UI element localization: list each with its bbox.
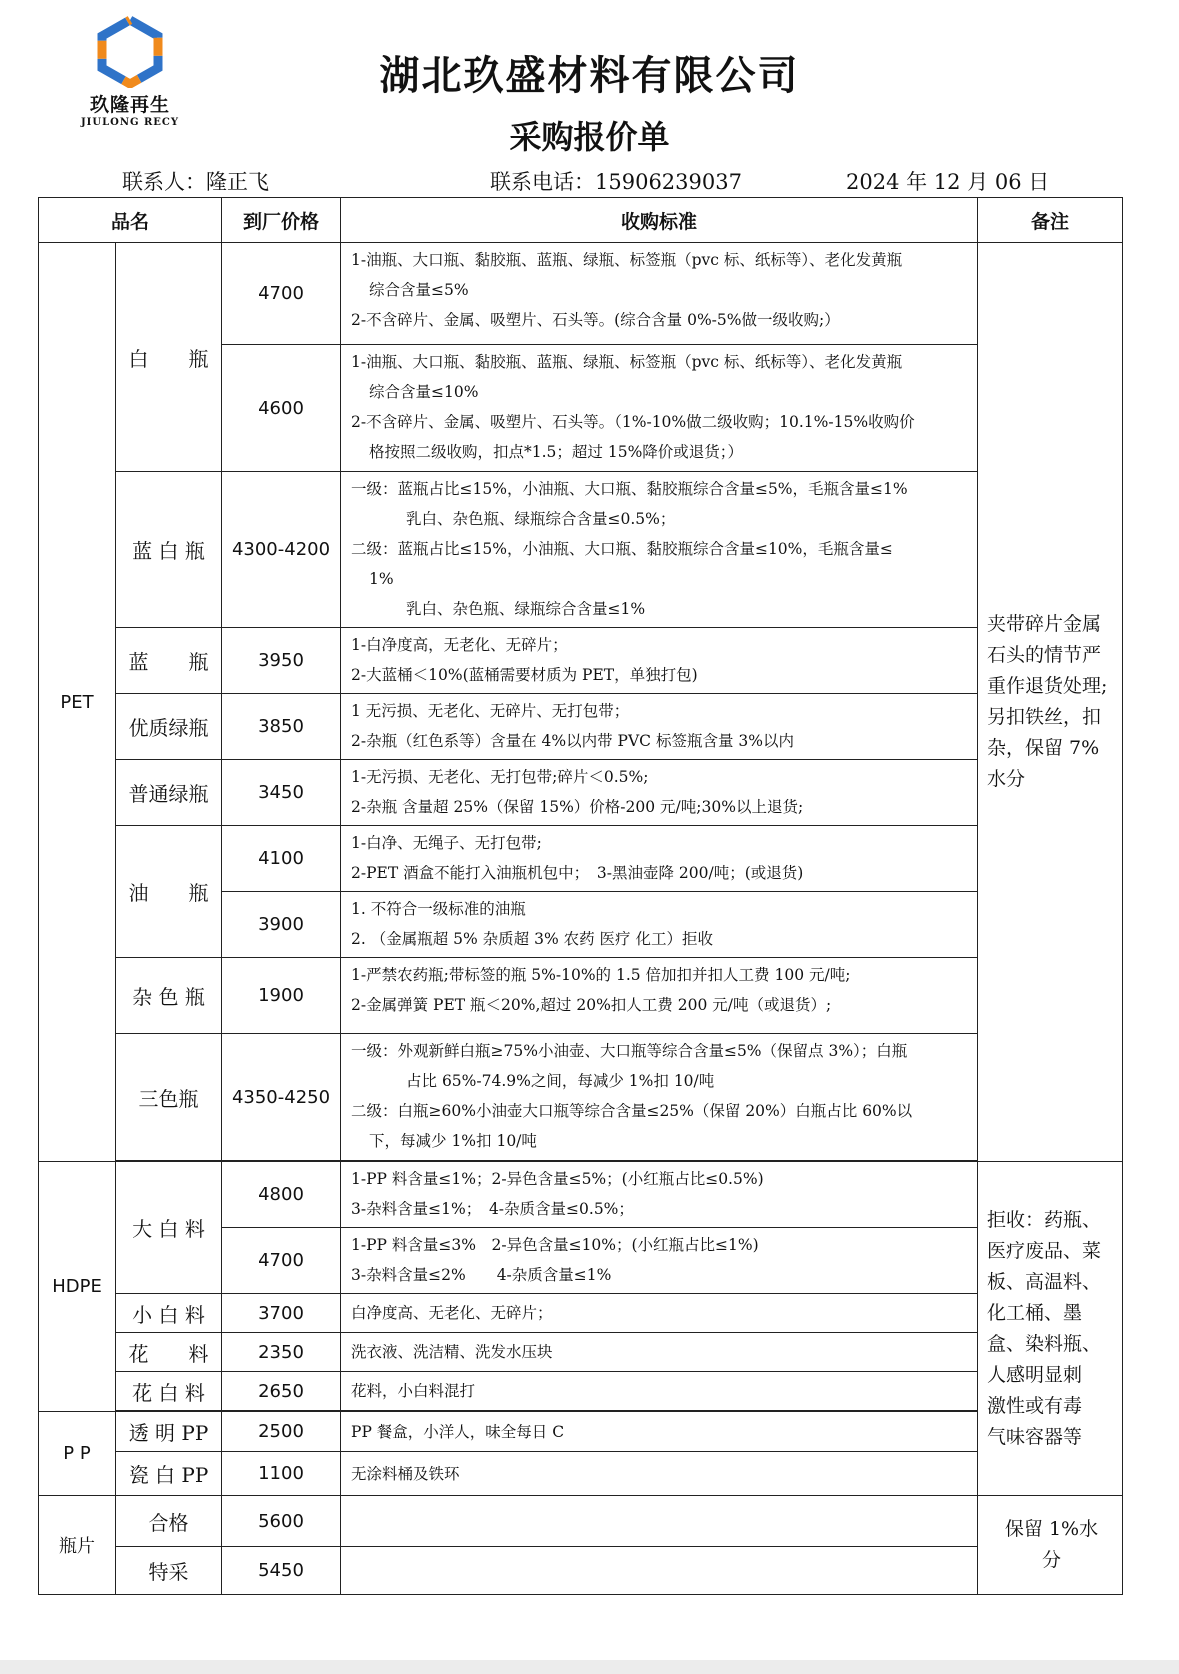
table-row xyxy=(39,760,1123,826)
standard-line: 洗衣液、洗洁精、洗发水压块 xyxy=(351,1343,553,1361)
standard-line: 白净度高、无老化、无碎片； xyxy=(351,1304,553,1322)
product-name: 大 白 料 xyxy=(116,1162,222,1294)
price-cell: 3700 xyxy=(222,1294,341,1333)
standard-cell xyxy=(341,1547,978,1595)
table-row xyxy=(39,1162,1123,1228)
standard-line: 格按照二级收购，扣点*1.5；超过 15%降价或退货；） xyxy=(369,443,744,461)
price-cell: 3850 xyxy=(222,694,341,760)
standard-cell xyxy=(341,1333,978,1372)
category-hdpe: HDPE xyxy=(39,1162,116,1412)
price-cell: 2500 xyxy=(222,1412,341,1452)
standard-cell xyxy=(341,243,978,345)
product-name: 瓷 白 PP xyxy=(116,1452,222,1496)
product-name: 普通绿瓶 xyxy=(116,760,222,826)
price-table xyxy=(38,197,1123,1595)
category-pet: PET xyxy=(39,243,116,1162)
standard-cell xyxy=(341,628,978,694)
product-name: 小 白 料 xyxy=(116,1294,222,1333)
note-line: 石头的情节严 xyxy=(987,644,1102,666)
price-cell: 3900 xyxy=(222,892,341,958)
standard-line: 综合含量≤5% xyxy=(369,281,469,299)
standard-line: 二级：蓝瓶占比≤15%，小油瓶、大口瓶、黏胶瓶综合含量≤10%，毛瓶含量≤ xyxy=(351,540,893,558)
note-line: 人感明显刺 xyxy=(987,1363,1083,1386)
standard-line: 下，每减少 1%扣 10/吨 xyxy=(369,1132,537,1150)
price-cell: 4700 xyxy=(222,1228,341,1294)
note-line: 化工桶、墨 xyxy=(987,1301,1083,1324)
standard-line: 无涂料桶及铁环 xyxy=(351,1464,460,1483)
product-name: 杂 色 瓶 xyxy=(116,958,222,1034)
product-name: 特采 xyxy=(116,1547,222,1595)
standard-line: 2-不含碎片、金属、吸塑片、石头等。(综合含量 0%-5%做一级收购;） xyxy=(351,311,840,329)
standard-line: 2. （金属瓶超 5% 杂质超 3% 农药 医疗 化工）拒收 xyxy=(351,930,713,948)
price-cell: 5600 xyxy=(222,1496,341,1547)
standard-cell xyxy=(341,694,978,760)
note-hdpe-pp xyxy=(978,1162,1123,1496)
standard-cell xyxy=(341,1496,978,1547)
category-flakes: 瓶片 xyxy=(39,1496,116,1595)
note-line: 气味容器等 xyxy=(987,1425,1083,1448)
price-cell: 4300-4200 xyxy=(222,472,341,628)
standard-line: 1-白净、无绳子、无打包带; xyxy=(351,834,542,852)
product-name: 蓝 瓶 xyxy=(116,628,222,694)
standard-cell xyxy=(341,472,978,628)
column-header: 备注 xyxy=(978,198,1123,243)
product-name: 花 白 料 xyxy=(116,1372,222,1411)
table-row xyxy=(39,628,1123,694)
price-cell: 4100 xyxy=(222,826,341,892)
price-cell: 2350 xyxy=(222,1333,341,1372)
note-line: 拒收：药瓶、 xyxy=(987,1208,1102,1231)
category-pp: P P xyxy=(39,1412,116,1496)
standard-line: 1-油瓶、大口瓶、黏胶瓶、蓝瓶、绿瓶、标签瓶（pvc 标、纸标等）、老化发黄瓶 xyxy=(351,251,903,269)
standard-line: 2-PET 酒盒不能打入油瓶机包中； 3-黑油壶降 200/吨；(或退货) xyxy=(351,864,804,882)
column-header: 收购标准 xyxy=(341,198,978,243)
column-header: 到厂价格 xyxy=(222,198,341,243)
note-line: 分 xyxy=(1042,1549,1062,1571)
note-line: 另扣铁丝，扣 xyxy=(987,706,1102,728)
product-name: 油 瓶 xyxy=(116,826,222,958)
note-line: 杂，保留 7% xyxy=(987,737,1100,759)
note-line: 激性或有毒 xyxy=(987,1394,1083,1417)
standard-line: 乳白、杂色瓶、绿瓶综合含量≤0.5%； xyxy=(406,510,676,528)
note-line: 医疗废品、菜 xyxy=(987,1239,1102,1262)
standard-line: 1 无污损、无老化、无碎片、无打包带； xyxy=(351,702,630,720)
standard-cell xyxy=(341,1162,978,1228)
price-cell: 4600 xyxy=(222,345,341,472)
standard-cell xyxy=(341,1372,978,1411)
price-cell: 1100 xyxy=(222,1452,341,1496)
standard-line: 2-不含碎片、金属、吸塑片、石头等。（1%-10%做二级收购；10.1%-15%收购价 xyxy=(351,413,915,431)
standard-line: 二级：白瓶≥60%小油壶大口瓶等综合含量≤25%（保留 20%）白瓶占比 60%以 xyxy=(351,1102,913,1120)
standard-line: 1-严禁农药瓶;带标签的瓶 5%-10%的 1.5 倍加扣并扣人工费 100 元/吨; xyxy=(351,966,851,984)
product-name: 合格 xyxy=(116,1496,222,1547)
note-flakes xyxy=(978,1496,1123,1595)
table-row xyxy=(39,1294,1123,1333)
standard-line: 花料，小白料混打 xyxy=(351,1382,476,1400)
price-cell: 3950 xyxy=(222,628,341,694)
standard-line: 1% xyxy=(369,570,394,588)
standard-line: 1-PP 料含量≤1%；2-异色含量≤5%；(小红瓶占比≤0.5%) xyxy=(351,1170,764,1188)
standard-line: 1-油瓶、大口瓶、黏胶瓶、蓝瓶、绿瓶、标签瓶（pvc 标、纸标等）、老化发黄瓶 xyxy=(351,353,903,371)
standard-line: PP 餐盒，小洋人，味全每日 C xyxy=(351,1422,565,1441)
standard-line: 2-金属弹簧 PET 瓶＜20%,超过 20%扣人工费 200 元/吨（或退货）; xyxy=(351,996,832,1014)
standard-cell xyxy=(341,892,978,958)
standard-line: 2-大蓝桶＜10%(蓝桶需要材质为 PET，单独打包) xyxy=(351,666,698,684)
note-pet xyxy=(978,243,1123,1162)
standard-line: 2-杂瓶 含量超 25%（保留 15%）价格-200 元/吨;30%以上退货; xyxy=(351,798,804,816)
screen-bottom-strip xyxy=(0,1660,1179,1674)
standard-cell xyxy=(341,1412,978,1452)
table-row xyxy=(39,1412,1123,1452)
contact-phone: 联系电话：15906239037 xyxy=(490,170,742,194)
price-cell: 2650 xyxy=(222,1372,341,1411)
standard-cell xyxy=(341,826,978,892)
table-row xyxy=(39,826,1123,892)
table-row xyxy=(39,1333,1123,1372)
product-name: 透 明 PP xyxy=(116,1412,222,1452)
product-name: 蓝 白 瓶 xyxy=(116,472,222,628)
product-name: 白 瓶 xyxy=(116,243,222,472)
logo-text-cn: 玖隆再生 xyxy=(89,94,170,116)
note-line: 水分 xyxy=(987,768,1026,790)
standard-line: 1-PP 料含量≤3% 2-异色含量≤10%；(小红瓶占比≤1%) xyxy=(351,1236,759,1254)
table-row xyxy=(39,1372,1123,1411)
standard-line: 2-杂瓶（红色系等）含量在 4%以内带 PVC 标签瓶含量 3%以内 xyxy=(351,732,794,750)
standard-line: 1-无污损、无老化、无打包带;碎片＜0.5%; xyxy=(351,768,649,786)
price-cell: 4350-4250 xyxy=(222,1034,341,1161)
standard-line: 3-杂料含量≤1%； 4-杂质含量≤0.5%； xyxy=(351,1200,634,1218)
standard-line: 乳白、杂色瓶、绿瓶综合含量≤1% xyxy=(406,600,646,618)
standard-line: 一级：外观新鲜白瓶≥75%小油壶、大口瓶等综合含量≤5%（保留点 3%）；白瓶 xyxy=(351,1042,908,1060)
price-cell: 4800 xyxy=(222,1162,341,1228)
company-name: 湖北玖盛材料有限公司 xyxy=(379,53,800,99)
note-line: 保留 1%水 xyxy=(1004,1518,1099,1540)
table-row xyxy=(39,1547,1123,1595)
standard-cell xyxy=(341,1452,978,1496)
standard-line: 1. 不符合一级标准的油瓶 xyxy=(351,900,526,918)
table-row xyxy=(39,243,1123,345)
price-cell: 4700 xyxy=(222,243,341,345)
standard-cell xyxy=(341,345,978,472)
table-row xyxy=(39,694,1123,760)
table-row xyxy=(39,1034,1123,1161)
table-row xyxy=(39,1452,1123,1496)
column-header: 品名 xyxy=(39,198,222,243)
price-cell: 5450 xyxy=(222,1547,341,1595)
note-line: 夹带碎片金属 xyxy=(987,613,1102,635)
table-header-row xyxy=(39,198,1123,243)
document-title: 采购报价单 xyxy=(509,118,670,156)
contact-person: 联系人：隆正飞 xyxy=(122,170,269,194)
price-cell: 1900 xyxy=(222,958,341,1034)
table-row xyxy=(39,472,1123,628)
logo-text-en: JIULONG RECY xyxy=(80,117,180,128)
standard-line: 3-杂料含量≤2% 4-杂质含量≤1% xyxy=(351,1266,612,1284)
note-line: 板、高温料、 xyxy=(987,1270,1102,1293)
quote-date: 2024 年 12 月 06 日 xyxy=(846,170,1050,194)
standard-cell xyxy=(341,760,978,826)
standard-line: 1-白净度高，无老化、无碎片； xyxy=(351,636,568,654)
product-name: 三色瓶 xyxy=(116,1034,222,1161)
standard-cell xyxy=(341,958,978,1034)
standard-cell xyxy=(341,1294,978,1333)
price-cell: 3450 xyxy=(222,760,341,826)
note-line: 盒、染料瓶、 xyxy=(987,1332,1102,1355)
product-name: 花 料 xyxy=(116,1333,222,1372)
standard-line: 占比 65%-74.9%之间，每减少 1%扣 10/吨 xyxy=(406,1072,715,1090)
standard-cell xyxy=(341,1034,978,1161)
product-name: 优质绿瓶 xyxy=(116,694,222,760)
table-row xyxy=(39,958,1123,1034)
standard-line: 综合含量≤10% xyxy=(369,383,479,401)
table-row xyxy=(39,1496,1123,1547)
note-line: 重作退货处理; xyxy=(987,675,1108,697)
standard-line: 一级：蓝瓶占比≤15%，小油瓶、大口瓶、黏胶瓶综合含量≤5%，毛瓶含量≤1% xyxy=(351,480,908,498)
standard-cell xyxy=(341,1228,978,1294)
